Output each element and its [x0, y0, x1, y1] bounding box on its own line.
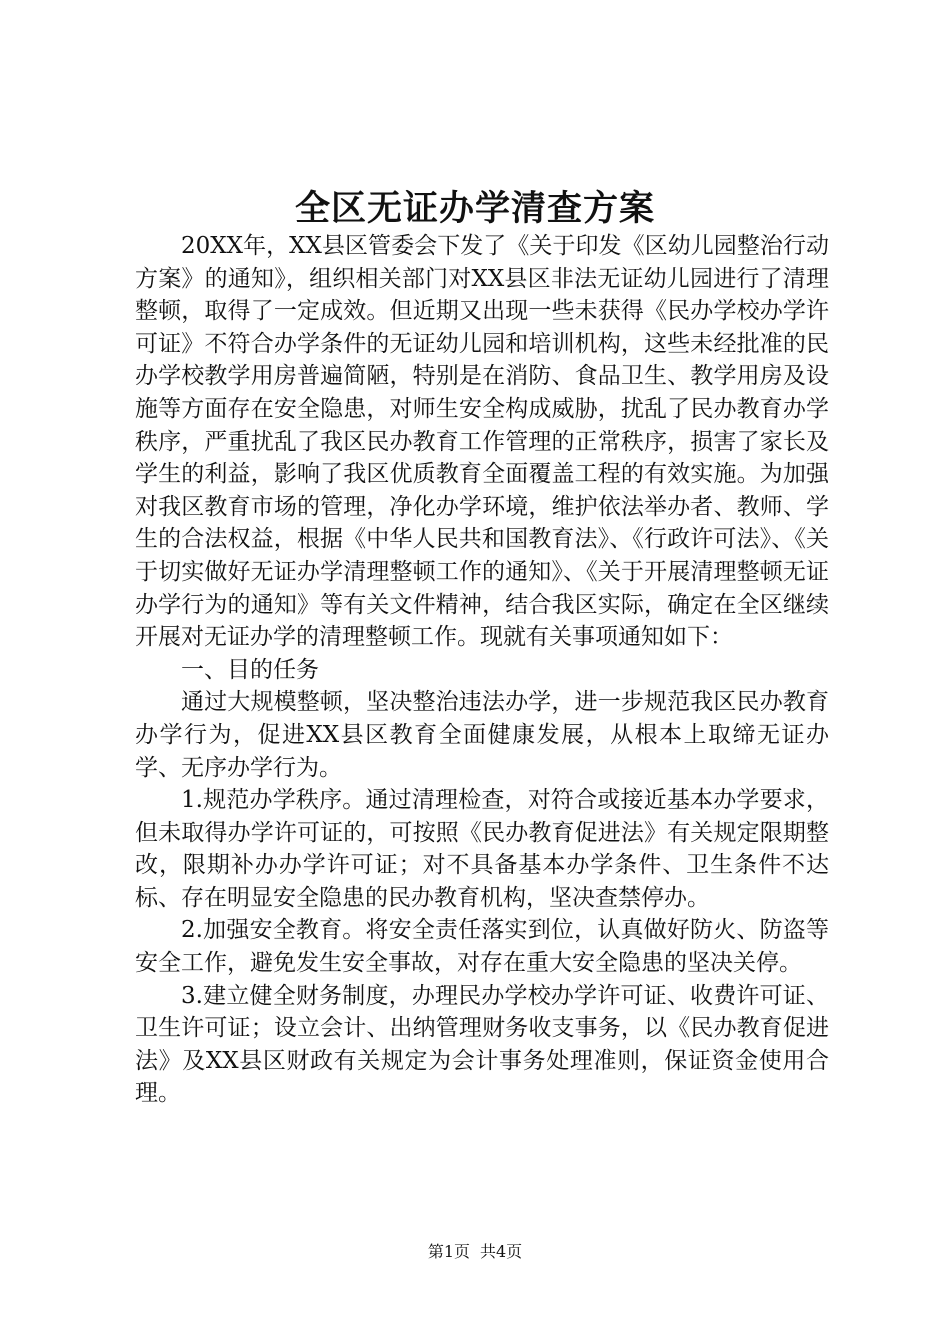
- page-total: 共4页: [480, 1242, 523, 1261]
- paragraph-item-3: 3.建立健全财务制度，办理民办学校办学许可证、收费许可证、卫生许可证；设立会计、出纳管理财务收支事务，以《民办教育促进法》及XX县区财政有关规定为会计事务处理准则，保证资金使用合理。: [135, 982, 829, 1107]
- section-heading-objectives: 一、目的任务: [181, 656, 319, 683]
- paragraph-item-2: 2.加强安全教育。将安全责任落实到位，认真做好防火、防盗等安全工作，避免发生安全事故，对存在重大安全隐患的坚决关停。: [135, 917, 829, 977]
- paragraph-intro: 20XX年，XX县区管委会下发了《关于印发《区幼儿园整治行动方案》的通知》，组织相关部门对XX县区非法无证幼儿园进行了清理整顿，取得了一定成效。但近期又出现一些未获得《民办学校办学许可证》不符合办学条件的无证幼儿园和培训机构，这些未经批准的民办学校教学用房普遍简陋，特别是在消防、食品卫生、教学用房及设施等方面存在安全隐患，对师生安全构成威胁，扰乱了民办教育办学秩序，严重扰乱了我区民办教育工作管理的正常秩序，损害了家长及学生的利益，影响了我区优质教育全面覆盖工程的有效实施。为加强对我区教育市场的管理，净化办学环境，维护依法举办者、教师、学生的合法权益，根据《中华人民共和国教育法》、《行政许可法》、《关于切实做好无证办学清理整顿工作的通知》、《关于开展清理整顿无证办学行为的通知》等有关文件精神，结合我区实际，确定在全区继续开展对无证办学的清理整顿工作。现就有关事项通知如下：: [135, 233, 829, 651]
- document-body: [135, 230, 829, 1110]
- document-title: 全区无证办学清查方案: [294, 189, 655, 229]
- paragraph-objectives: 通过大规模整顿，坚决整治违法办学，进一步规范我区民办教育办学行为，促进XX县区教育全面健康发展，从根本上取缔无证办学、无序办学行为。: [135, 689, 829, 781]
- page-footer: [0, 1242, 950, 1262]
- paragraph-item-1: 1.规范办学秩序。通过清理检查，对符合或接近基本办学要求，但未取得办学许可证的，可按照《民办教育促进法》有关规定限期整改，限期补办办学许可证；对不具备基本办学条件、卫生条件不达标、存在明显安全隐患的民办教育机构，坚决查禁停办。: [135, 787, 829, 911]
- page-number: 第1页: [427, 1242, 470, 1261]
